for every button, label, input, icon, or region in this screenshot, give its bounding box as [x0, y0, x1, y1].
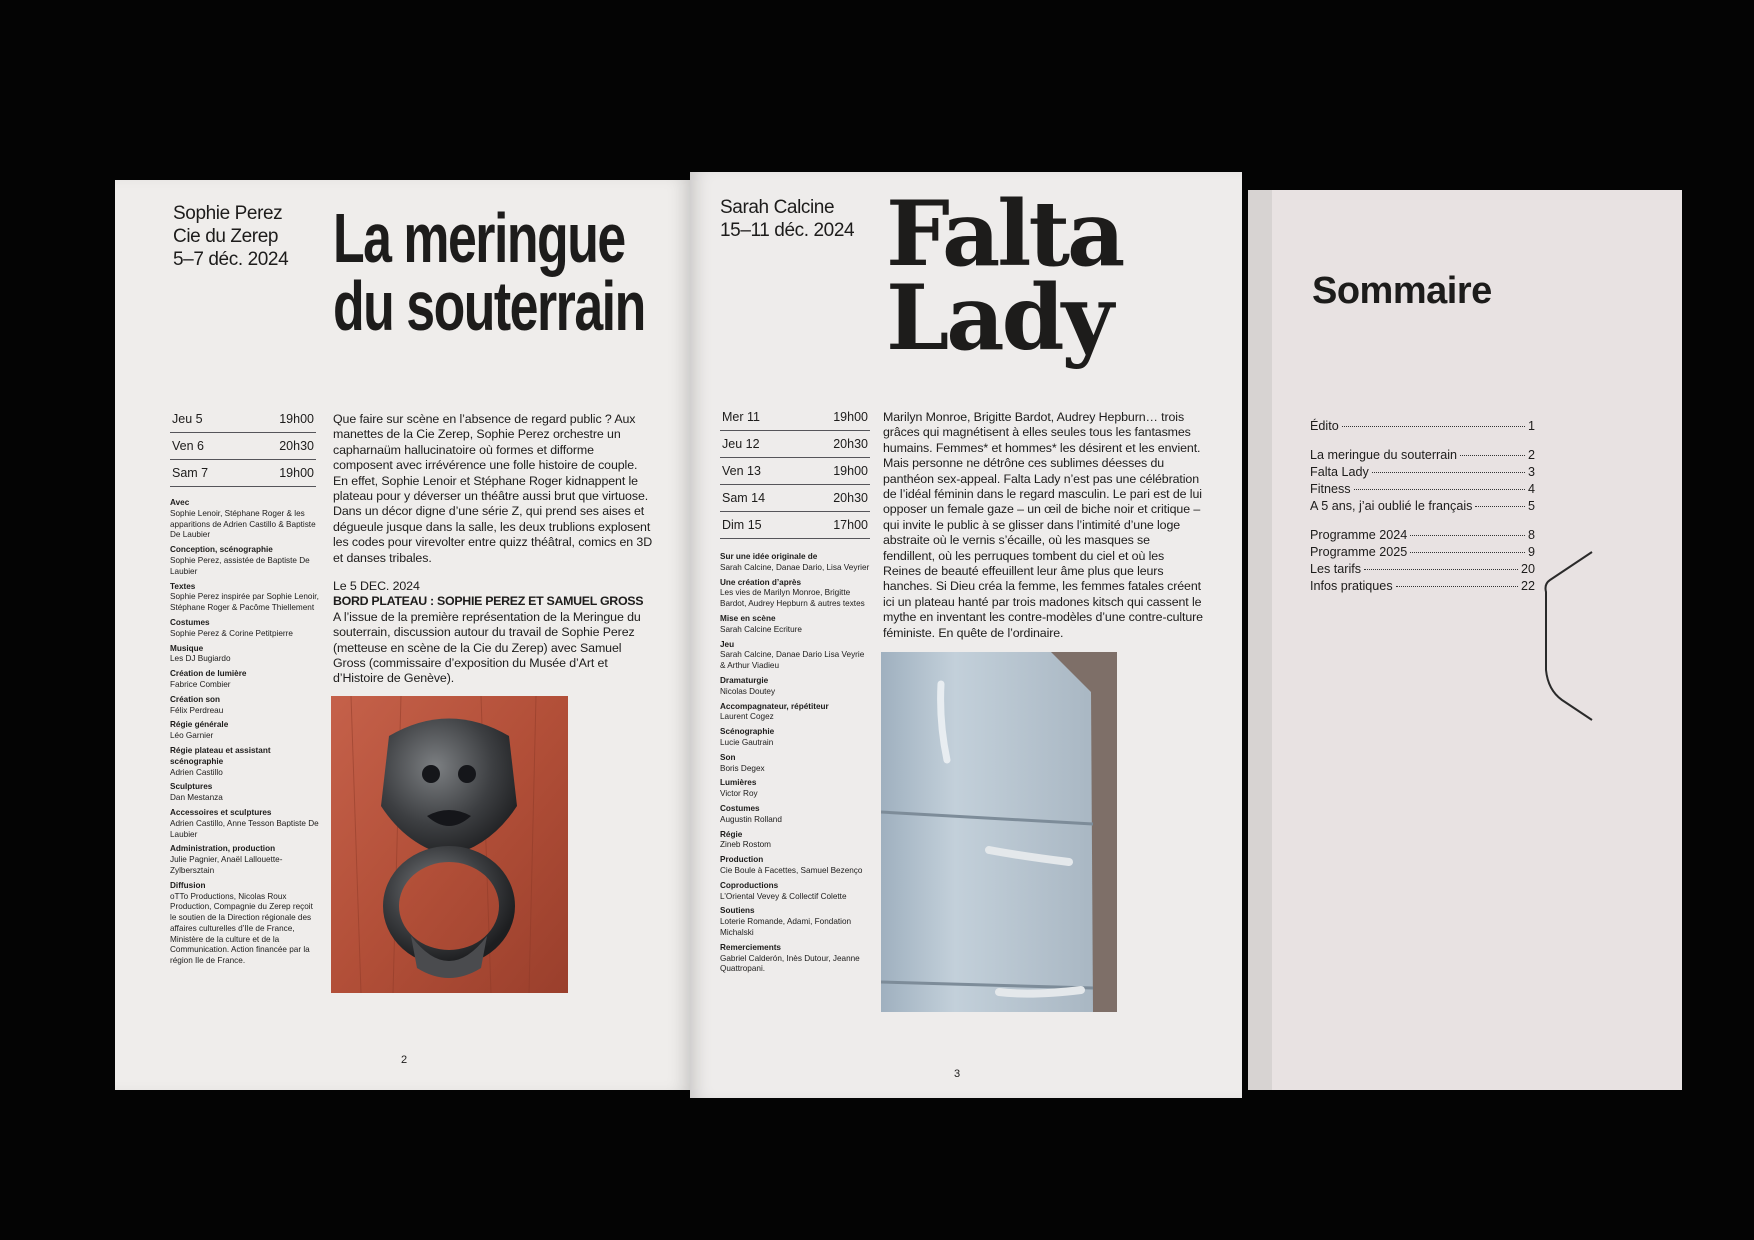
right-header: [720, 196, 854, 242]
credit-item: [720, 855, 870, 877]
credit-item: [170, 881, 320, 967]
credit-item: [720, 881, 870, 903]
credit-role: Création son: [170, 694, 221, 704]
credit-item: [720, 906, 870, 938]
toc-dots: [1475, 506, 1525, 507]
schedule-time: 20h30: [833, 491, 868, 505]
schedule-day: Sam 14: [722, 491, 766, 505]
left-schedule: [170, 406, 316, 487]
table-of-contents: [1310, 418, 1535, 595]
schedule-row: [720, 431, 870, 458]
toc-page: 1: [1527, 419, 1535, 433]
header-dates: 5–7 déc. 2024: [173, 249, 289, 270]
credit-role: Dramaturgie: [720, 675, 769, 685]
credit-item: [170, 720, 320, 742]
credit-names: Adrien Castillo, Anne Tesson Baptiste De Laubier: [170, 818, 319, 839]
credit-item: [170, 498, 320, 541]
toc-entry[interactable]: [1310, 527, 1535, 544]
event-text: A l’issue de la première représentation de la Meringue du souterrain, discussion autour du travail de Sophie Perez (metteuse en scène de la Cie du Zerep) avec Samuel Gross (commissaire d’exposition du Musée d’Art et d’Histoire de Genève).: [333, 609, 641, 686]
header-artist: Sarah Calcine: [720, 197, 835, 218]
credit-role: Textes: [170, 581, 196, 591]
header-company: Cie du Zerep: [173, 226, 279, 247]
summary-title: Sommaire: [1312, 270, 1492, 312]
credit-names: Lucie Gautrain: [720, 737, 774, 747]
toc-label: Falta Lady: [1310, 465, 1369, 479]
credit-role: Soutiens: [720, 906, 755, 916]
toc-dots: [1410, 535, 1525, 536]
schedule-row: [720, 404, 870, 431]
toc-dots: [1460, 455, 1525, 456]
schedule-time: 19h00: [833, 410, 868, 424]
credit-names: Dan Mestanza: [170, 793, 223, 803]
toc-label: Édito: [1310, 419, 1339, 433]
right-schedule: [720, 404, 870, 539]
toc-page: 20: [1520, 562, 1535, 576]
title-line: Falta: [886, 181, 1123, 287]
credit-role: Coproductions: [720, 880, 779, 890]
right-credits: [720, 552, 870, 979]
event-date: Le 5 DEC. 2024: [333, 579, 420, 593]
right-intro: Marilyn Monroe, Brigitte Bardot, Audrey Hepburn… trois grâces qui magnétisent à elles seules tous les fantasmes humains. Femmes* et hommes* les désirent et les envient. Mais personne ne détrône ces sublimes déesses du panthéon sex-appeal. Falta Lady n’est pas une célébration de l’idéal féminin dans le regard masculin. Le pari est de lui opposer un female gaze – un œil de biche noir et critique – qui invite le public à se glisser dans l’intimité d’une loge abstraite où le vernis s’écaille, où les masques se fendillent, où les perruques tombent du ciel et où les Reines de beauté effeuillent leur âme plus que leurs hanches. Si Dieu créa la femme, les femmes fatales créent ici un plateau hanté par trois madones kitsch qui cassent le mythe en inventant les contre-modèles d’une contre-culture féministe. En quête de l’ordinaire.: [883, 410, 1203, 640]
credit-item: [170, 618, 320, 640]
credit-item: [170, 545, 320, 577]
toc-entry[interactable]: [1310, 418, 1535, 435]
page-left: [115, 180, 690, 1090]
credit-item: [720, 778, 870, 800]
toc-label: A 5 ans, j’ai oublié le français: [1310, 499, 1473, 513]
summary-page: [1248, 190, 1682, 1090]
credit-names: Sarah Calcine, Danae Dario, Lisa Veyrier: [720, 562, 870, 572]
title-line: du souterrain: [333, 267, 645, 345]
credit-item: [170, 808, 320, 840]
schedule-day: Dim 15: [722, 518, 762, 532]
left-title: [333, 199, 645, 345]
credit-item: [720, 830, 870, 852]
toc-dots: [1396, 586, 1518, 587]
toc-dots: [1354, 489, 1525, 490]
toc-entry[interactable]: [1310, 578, 1535, 595]
credit-item: [720, 552, 870, 574]
schedule-time: 20h30: [833, 437, 868, 451]
credit-role: Création de lumière: [170, 669, 247, 679]
credit-role: Jeu: [720, 639, 735, 649]
credit-role: Accompagnateur, répétiteur: [720, 701, 829, 711]
schedule-row: [720, 512, 870, 539]
toc-entry[interactable]: [1310, 561, 1535, 578]
toc-entry[interactable]: [1310, 464, 1535, 481]
title-line: Lady: [886, 265, 1111, 371]
page-number-left: 2: [401, 1054, 408, 1066]
header-dates: 15–11 déc. 2024: [720, 220, 855, 241]
credit-item: [720, 676, 870, 698]
schedule-time: 17h00: [833, 518, 868, 532]
toc-label: Programme 2025: [1310, 545, 1408, 559]
credit-names: Léo Garnier: [170, 731, 214, 741]
credit-names: Augustin Rolland: [720, 814, 782, 824]
credit-item: [170, 695, 320, 717]
toc-page: 22: [1520, 579, 1535, 593]
credit-names: Sophie Perez & Corine Petitpierre: [170, 628, 293, 638]
credit-role: Scénographie: [720, 727, 775, 737]
credit-role: Lumières: [720, 778, 757, 788]
credit-names: L’Oriental Vevey & Collectif Colette: [720, 891, 847, 901]
event-title: BORD PLATEAU : SOPHIE PEREZ ET SAMUEL GROSS: [333, 594, 644, 609]
credit-role: Remerciements: [720, 942, 781, 952]
credit-item: [170, 582, 320, 614]
credit-names: Félix Perdreau: [170, 705, 224, 715]
toc-entry[interactable]: [1310, 481, 1535, 498]
credit-role: Régie générale: [170, 720, 229, 730]
schedule-time: 19h00: [279, 412, 314, 426]
credit-item: [720, 702, 870, 724]
left-credits: [170, 498, 320, 971]
schedule-day: Ven 13: [722, 464, 761, 478]
schedule-row: [170, 460, 316, 487]
credit-role: Sculptures: [170, 782, 213, 792]
credit-role: Diffusion: [170, 880, 206, 890]
credit-role: Régie plateau et assistant scénographie: [170, 745, 271, 766]
schedule-time: 19h00: [279, 466, 314, 480]
credit-role: Sur une idée originale de: [720, 552, 818, 561]
credit-role: Costumes: [170, 617, 210, 627]
credit-names: oTTo Productions, Nicolas Roux Production, Compagnie du Zerep reçoit le soutien de la Direction régionale des affaires culturelles d’Ile de France, Ministère de la culture et de la Communication. Action financée par la région Ile de France.: [170, 891, 313, 966]
schedule-day: Jeu 12: [722, 437, 760, 451]
credit-item: [170, 644, 320, 666]
schedule-row: [170, 406, 316, 433]
credit-names: Laurent Cogez: [720, 712, 774, 722]
credit-names: Sarah Calcine, Danae Dario Lisa Veyrie & Arthur Viadieu: [720, 650, 865, 671]
credit-item: [170, 782, 320, 804]
credit-names: Boris Degex: [720, 763, 765, 773]
page-right: [690, 172, 1242, 1098]
credit-names: Cie Boule à Facettes, Samuel Bezenço: [720, 865, 863, 875]
page-number-right: 3: [954, 1068, 961, 1080]
right-title: [886, 181, 1123, 371]
credit-item: [720, 804, 870, 826]
title-line: La meringue: [333, 199, 625, 277]
credit-names: Fabrice Combier: [170, 679, 231, 689]
credit-names: Julie Pagnier, Anaël Lallouette-Zylbersztain: [170, 855, 283, 875]
credit-role: Une création d’après: [720, 577, 801, 587]
credit-names: Adrien Castillo: [170, 767, 223, 777]
left-intro: Que faire sur scène en l’absence de regard public ? Aux manettes de la Cie Zerep, Sophie Perez orchestre un capharnaüm hallucinatoire où formes et difforme composent avec irrévérence une folle histoire de couple. En effet, Sophie Lenoir et Stéphane Roger kidnappent le plateau pour y déverser un théâtre aussi brut que virtuose. Dans un décor digne d’une série Z, qui prend ses aises et dégueule jusque dans la salle, les deux trublions explosent les codes pour virevolter entre quizz théâtral, comics en 3D et danses tribales.: [333, 412, 653, 565]
schedule-day: Mer 11: [722, 410, 760, 424]
door-knocker-photo: [331, 696, 568, 993]
credit-item: [720, 578, 870, 610]
toc-label: Les tarifs: [1310, 562, 1362, 576]
toc-entry[interactable]: [1310, 498, 1535, 515]
credit-role: Régie: [720, 829, 743, 839]
credit-names: Les DJ Bugiardo: [170, 654, 231, 664]
credit-names: Les vies de Marilyn Monroe, Brigitte Bardot, Audrey Hepburn & autres textes: [720, 588, 865, 609]
credit-item: [720, 640, 870, 672]
credit-item: [720, 727, 870, 749]
credit-role: Costumes: [720, 803, 760, 813]
left-event: [333, 579, 655, 687]
toc-dots: [1364, 569, 1518, 570]
toc-entry[interactable]: [1310, 544, 1535, 561]
die-cut-tab-icon: [1542, 550, 1602, 730]
credit-item: [170, 669, 320, 691]
toc-page: 8: [1527, 528, 1535, 542]
toc-entry[interactable]: [1310, 447, 1535, 464]
credit-names: Sarah Calcine Ecriture: [720, 624, 802, 634]
credit-role: Son: [720, 752, 736, 762]
credit-names: Gabriel Calderón, Inès Dutour, Jeanne Quattropani.: [720, 953, 860, 974]
credit-names: Nicolas Doutey: [720, 686, 776, 696]
schedule-row: [720, 485, 870, 512]
credit-names: Loterie Romande, Adami, Fondation Michalski: [720, 917, 852, 937]
toc-dots: [1342, 426, 1525, 427]
credit-names: Sophie Lenoir, Stéphane Roger & les apparitions de Adrien Castillo & Baptiste De Laubier: [170, 508, 316, 540]
toc-page: 9: [1527, 545, 1535, 559]
credit-item: [170, 746, 320, 778]
toc-label: Programme 2024: [1310, 528, 1408, 542]
credit-role: Avec: [170, 498, 190, 507]
credit-role: Administration, production: [170, 844, 276, 854]
credit-names: Victor Roy: [720, 789, 758, 799]
schedule-row: [170, 433, 316, 460]
schedule-day: Sam 7: [172, 466, 209, 480]
toc-label: La meringue du souterrain: [1310, 448, 1458, 462]
credit-role: Mise en scène: [720, 613, 776, 623]
left-header: [173, 202, 288, 271]
schedule-time: 19h00: [833, 464, 868, 478]
credit-names: Sophie Perez, assistée de Baptiste De Laubier: [170, 555, 310, 576]
schedule-day: Jeu 5: [172, 412, 203, 426]
toc-dots: [1372, 472, 1525, 473]
toc-page: 5: [1527, 499, 1535, 513]
credit-item: [720, 753, 870, 775]
credit-item: [720, 614, 870, 636]
credit-role: Production: [720, 855, 764, 865]
credit-names: Sophie Perez inspirée par Sophie Lenoir, Stéphane Roger & Pacôme Thiellement: [170, 592, 319, 613]
toc-page: 3: [1527, 465, 1535, 479]
fridge-photo: [881, 652, 1117, 1012]
schedule-time: 20h30: [279, 439, 314, 453]
credit-item: [170, 844, 320, 876]
credit-role: Conception, scénographie: [170, 545, 273, 555]
header-artist: Sophie Perez: [173, 203, 283, 224]
toc-page: 4: [1527, 482, 1535, 496]
credit-role: Musique: [170, 643, 204, 653]
credit-item: [720, 943, 870, 975]
toc-dots: [1410, 552, 1525, 553]
schedule-row: [720, 458, 870, 485]
toc-page: 2: [1527, 448, 1535, 462]
credit-names: Zineb Rostom: [720, 840, 771, 850]
toc-label: Infos pratiques: [1310, 579, 1393, 593]
schedule-day: Ven 6: [172, 439, 204, 453]
toc-label: Fitness: [1310, 482, 1351, 496]
credit-role: Accessoires et sculptures: [170, 807, 272, 817]
